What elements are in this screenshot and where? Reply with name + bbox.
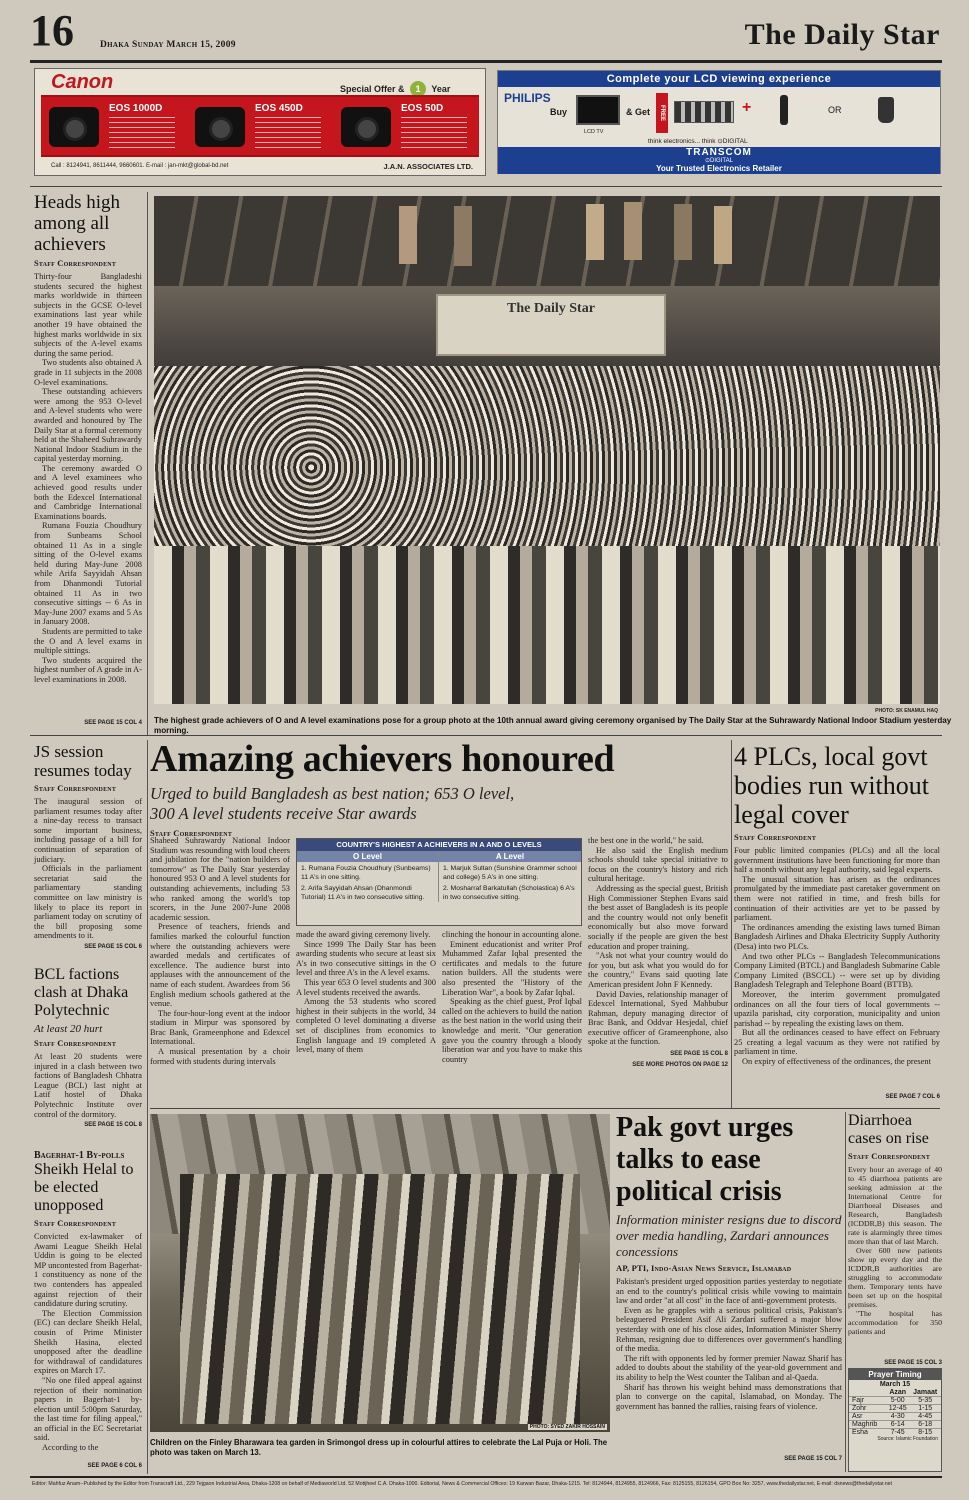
hanging-banner	[399, 206, 417, 264]
headline[interactable]: Sheikh Helal to be elected unopposed	[34, 1161, 134, 1214]
get-label: & Get	[626, 107, 651, 117]
philips-title: Complete your LCD viewing experience	[498, 71, 940, 87]
headline[interactable]: Pak govt urges talks to ease political crisis	[616, 1112, 794, 1207]
camera-strip	[41, 95, 479, 157]
kicker: Bagerhat-1 By-polls	[34, 1150, 125, 1161]
jamaat-time: 8-15	[918, 1429, 933, 1436]
prayer-name: Esha	[852, 1429, 868, 1436]
header-rule	[30, 60, 942, 63]
paragraph: But all the ordinances ceased to have effect on February 25 creating a legal vacuum as they were not ratified by parliament in time.	[734, 1028, 940, 1057]
transcom-tagline: Your Trusted Electronics Retailer	[656, 164, 782, 173]
camera-specs	[401, 117, 467, 149]
jump-link[interactable]: SEE PAGE 7 COL 6	[885, 1094, 940, 1100]
paragraph: Two students also obtained A grade in 11 subjects in the 2008 O-level examinations.	[34, 358, 142, 387]
jump-link[interactable]: SEE PAGE 15 COL 7	[784, 1456, 842, 1462]
deck: Information minister resigns due to discord over media handling, Zardari announces concessions	[616, 1212, 842, 1259]
table-row	[849, 1413, 941, 1421]
prayer-timing-box	[848, 1368, 942, 1472]
paragraph: Shaheed Suhrawardy National Indoor Stadium was resounding with loud cheers and jubilation for the "nation builders of tomorrow" as The Daily Star yesterday honoured 953 O and A level students for outstanding achievements, including 53 who ranked among the world's top scorers, in the June 2007-June 2008 academic session.	[150, 836, 290, 922]
story-body	[34, 1052, 142, 1119]
column-header: Azan	[889, 1389, 907, 1396]
paragraph: David Davies, relationship manager of Edexcel International, Syed Mahbubur Rahman, deputy managing director of Brac Bank, and Oddvar Hesjedal, chief executive officer of Grameenphone, also spoke at the function.	[588, 989, 728, 1047]
main-photo[interactable]	[154, 196, 940, 714]
paragraph: Among the 53 students who scored highest in their subjects in the world, 34 completed O level dominating a diverse set of disciplines from economics to English language and 19 completed A level, many of them	[296, 997, 436, 1055]
camera-icon	[195, 107, 245, 147]
a-level-column	[439, 851, 581, 902]
canon-ad[interactable]	[34, 68, 486, 176]
paragraph: At least 20 students were injured in a clash between two factions of Bangladesh Chhatra League (BCL) last night at Latif hostel of Dhaka Polytechnic Institute over control of the dormitory.	[34, 1052, 142, 1119]
paragraph: clinching the honour in accounting alone.	[442, 930, 582, 939]
hanging-banner	[714, 206, 732, 264]
column-header: Jamaat	[913, 1389, 938, 1396]
hanging-banner	[624, 202, 642, 260]
holi-photo[interactable]	[150, 1114, 610, 1432]
o-level-header: O Level	[297, 851, 438, 862]
hanging-banner	[454, 206, 472, 266]
table-row	[849, 1397, 941, 1405]
paragraph: According to the	[42, 1443, 99, 1453]
headline[interactable]: BCL factions clash at Dhaka Polytechnic	[34, 966, 129, 1019]
headline[interactable]: Amazing achievers honoured	[150, 738, 615, 780]
stage-banner-text: The Daily Star	[507, 301, 595, 316]
achievers-box	[296, 838, 582, 926]
prayer-source: Source: Islamic Foundation	[877, 1436, 938, 1442]
paragraph: A musical presentation by a choir formed with students during intervals	[150, 1047, 290, 1066]
paragraph: Four public limited companies (PLCs) and all the local government institutions have been functioning for more than half a month without any legal authority, said legal experts.	[734, 846, 940, 875]
paragraph: The Election Commission (EC) can declare Sheikh Helal, cousin of Prime Minister Sheikh Hasina, elected unopposed after the deadline for withdrawal of candidatures expires on March 17.	[34, 1308, 142, 1376]
story-body	[616, 1277, 842, 1411]
headline[interactable]: Heads high among all achievers	[34, 192, 121, 255]
warranty-badge: 1	[410, 81, 426, 97]
paragraph: Addressing as the special guest, British High Commissioner Stephen Evans said the best asset of Bangladesh is its people and the country would not only benefit economically but also move forward socially if the people are given the best education and proper training.	[588, 883, 728, 951]
story-pak-govt	[616, 1112, 842, 1464]
a-level-header: A Level	[439, 851, 581, 862]
paragraph: The inaugural session of parliament resumes today after a nine-day recess to transact some important business, including passage of a bill for continuation of separation of judiciary.	[34, 797, 142, 864]
canon-logo: Canon	[51, 71, 114, 93]
jamaat-time: 6-18	[918, 1421, 933, 1428]
story-amazing-achievers	[150, 738, 728, 1106]
byline: Staff Correspondent	[34, 258, 117, 268]
headline[interactable]: JS session resumes today	[34, 742, 132, 780]
table-row	[849, 1421, 941, 1429]
byline: Staff Correspondent	[34, 1218, 117, 1228]
paragraph: "No one filed appeal against rejection of their nomination papers in Bagerhat-1 by-election until 5:00pm Saturday, the last time for filing appeal," an official in the EC Secretariat said.	[34, 1375, 142, 1443]
philips-ad[interactable]	[497, 70, 941, 174]
paragraph: The ordinances amending the existing laws turned Biman Bangladesh Airlines and Dhaka Electricity Supply Authority (Desa) into two PLCs.	[734, 922, 940, 951]
holi-caption: Children on the Finley Bharawara tea garden in Srimongol dress up in colourful attires to celebrate the Lal Puja or Holi. The photo was taken on March 13.	[150, 1438, 608, 1457]
byline: Staff Correspondent	[150, 828, 233, 838]
byline: Staff Correspondent	[34, 1038, 117, 1048]
paragraph: Eminent educationist and writer Prof Muhammed Zafar Iqbal presented the certificates and medals to the future nation builders. All the students were also presented the "History of the Liberation War", a book by Zafar Iqbal.	[442, 939, 582, 997]
tv-icon	[576, 95, 620, 125]
prayer-name: Fajr	[852, 1397, 865, 1404]
jamaat-time: 4-45	[918, 1413, 933, 1420]
philips-tagline: think electronics... think ⊙DIGITAL	[648, 138, 748, 145]
home-theatre-icon	[674, 101, 734, 123]
transcom-digital: ⊙DIGITAL	[705, 158, 733, 164]
story-heads-high	[34, 192, 142, 734]
azan-time: 12-45	[888, 1405, 907, 1412]
hanging-banner	[674, 204, 692, 260]
headline[interactable]: Diarrhoea cases on rise	[848, 1112, 929, 1147]
juicer-icon	[878, 97, 894, 123]
paragraph: Even as he grapples with a serious political crisis, Pakistan's beleaguered President Asif Ali Zardari suffered a major blow yesterday with one of his close aides, Information Minister Sherry Rehman, resigning due to differences over government's handling of the media.	[616, 1305, 842, 1354]
jamaat-time: 1-15	[918, 1405, 933, 1412]
ad-rule	[30, 186, 942, 187]
story-body	[734, 846, 940, 1067]
paragraph: Two students acquired the highest number of A grade in A-level examinations in 2008.	[34, 655, 142, 684]
hanging-banner	[586, 204, 604, 260]
paragraph: Pakistan's president urged opposition parties yesterday to negotiate an end to the country's political crisis while vowing to maintain law and order "at all cost" in the face of anti-government protests.	[616, 1277, 842, 1306]
story-sheikh-helal	[34, 1150, 142, 1470]
paragraph: The four-hour-long event at the indoor stadium in Mirpur was sponsored by Brac Bank, Grameenphone and Edexcel International.	[150, 1008, 290, 1047]
box-title: COUNTRY'S HIGHEST A ACHIEVERS IN A AND O LEVELS	[297, 839, 581, 851]
story-plcs	[734, 742, 940, 1108]
table-header-row	[849, 1389, 941, 1397]
paragraph: And two other PLCs -- Bangladesh Telecommunications Company Limited (BTCL) and Bangladesh Submarine Cable Company Limited (BSCCL) -- were set up by dividing Bangladesh Telegraph and Telephone Board (BTTB).	[734, 951, 940, 990]
story-diarrhoea	[848, 1112, 942, 1364]
story-bcl	[34, 966, 142, 1146]
byline: Staff Correspondent	[34, 783, 117, 793]
o-level-item: 1. Rumana Fouzia Choudhury (Sunbeams) 11 A's in one sitting.	[301, 865, 431, 881]
paragraph: made the award giving ceremony lively.	[296, 930, 431, 939]
paragraph: Moreover, the interim government promulgated ordinances on all the four tiers of local governments -- upazila parishad, city corporation, municipality and union parishad -- by repealing the existing laws on them.	[734, 989, 940, 1028]
buy-label: Buy	[550, 107, 568, 117]
a-level-item: 1. Marjuk Sultan (Sunshine Grammer school and college) 5 A's in one sitting.	[443, 865, 577, 881]
paragraph: the best one in the world," he said.	[588, 836, 704, 845]
paragraph: These outstanding achievers were among the 953 O-level and A-level students who were awarded and honoured by The Daily Star at a formal ceremony held at the Shaheed Suhrawardy National Indoor Stadium in the capital yesterday morning.	[34, 387, 142, 464]
paragraph: Presence of teachers, friends and families marked the colourful function where the outstanding achievers were awarded medals and certificates of excellence. The audience burst into applauses with the announcement of the name of each student. Awardees from 56 English medium schools gathered at the venue.	[150, 922, 290, 1009]
camera-specs	[109, 117, 175, 149]
more-photos-link[interactable]: SEE MORE PHOTOS ON PAGE 12	[632, 1061, 728, 1068]
stadium-roof	[154, 196, 940, 286]
jump-link[interactable]: SEE PAGE 6 COL 6	[87, 1463, 142, 1469]
jump-link[interactable]: SEE PAGE 15 COL 3	[884, 1360, 942, 1366]
camera-panel[interactable]	[191, 101, 331, 155]
deck: Urged to build Bangladesh as best nation; 653 O level, 300 A level students receive Star awards	[150, 784, 515, 823]
free-badge: FREE	[656, 93, 668, 133]
story-body	[34, 797, 142, 941]
main-photo-caption: The highest grade achievers of O and A level examinations pose for a group photo at the 10th annual award giving ceremony organised by The Daily Star at the Suhrawardy National Indoor Stadium yesterday morning.	[154, 716, 952, 735]
o-level-column	[297, 851, 439, 902]
paragraph: This year 653 O level students and 300 A level students received the awards.	[296, 977, 436, 997]
jump-link[interactable]: SEE PAGE 15 COL 4	[84, 720, 142, 726]
dancers	[180, 1174, 580, 1424]
paragraph: Speaking as the chief guest, Prof Iqbal called on the achievers to build the nation as the best nation in the world using their knowledge and merit. "Our generation gave you the country through a bloody liberation war and you have to make this country	[442, 997, 582, 1064]
camera-model: EOS 1000D	[109, 103, 163, 114]
paragraph: Since 1999 The Daily Star has been awarding students who secure at least six A's in two consecutive sittings in the O level and three A's in the A level exams.	[296, 939, 436, 978]
column-rule	[147, 192, 148, 736]
camera-icon	[49, 107, 99, 147]
footer-rule	[30, 1476, 942, 1478]
paragraph: Rumana Fouzia Choudhury from Sunbeams School obtained 11 As in a single sitting of the O-level exams held during May-June 2008 while Arifa Sayyidah Ahsan from Dhanmondi Tutorial obtained 11 As in two consecutive sittings -- 6 As in May-June 2007 exams and 5 As in January 2008.	[34, 521, 142, 627]
transcom-logo: TRANSCOM	[686, 147, 752, 158]
prayer-name: Asr	[852, 1413, 863, 1420]
front-row	[154, 546, 940, 704]
paragraph: Over 600 new patients show up every day and the ICDDR,B authorities are struggling to accommodate them. Temporary tents have been set up on the hospital premises.	[848, 1246, 942, 1309]
jump-link[interactable]: SEE PAGE 15 COL 8	[670, 1051, 728, 1058]
paragraph: The rift with opponents led by former premier Nawaz Sharif has added to doubts about the stability of the year-old government and its ability to help the West counter the Taliban and al-Qaeda.	[616, 1353, 842, 1382]
or-label: OR	[828, 105, 842, 115]
headline[interactable]: 4 PLCs, local govt bodies run without legal cover	[734, 742, 929, 829]
column-2	[296, 930, 436, 1055]
story-body	[34, 1232, 142, 1453]
transcom-bar	[498, 147, 940, 174]
byline: Staff Correspondent	[734, 832, 817, 842]
azan-time: 6-14	[890, 1421, 905, 1428]
paragraph: On expiry of effectiveness of the ordinances, the present	[742, 1057, 931, 1067]
camera-icon	[341, 107, 391, 147]
paragraph: "Ask not what your country would do for you, but ask what you would do for the country," Evans said quoting late American president John F Kennedy.	[588, 951, 728, 989]
canon-dealer: J.A.N. ASSOCIATES LTD.	[383, 162, 473, 171]
table-row	[849, 1405, 941, 1413]
paragraph: The unusual situation has arisen as the ordinances promulgated by the immediate past caretaker government on them were not ratified in time, and fresh bills for continuation of their activities are yet to be passed by parliament.	[734, 874, 940, 923]
prayer-name: Maghrib	[852, 1421, 878, 1428]
azan-time: 4-30	[890, 1413, 905, 1420]
philips-logo: PHILIPS	[504, 91, 551, 105]
a-level-item: 2. Mosharraf Barkatullah (Scholastica) 6 A's in two consecutive sitting.	[443, 885, 575, 901]
photo-credit: PHOTO: SK ENAMUL HAQ	[875, 708, 938, 714]
stage-backdrop	[436, 294, 666, 356]
shaver-icon	[780, 95, 788, 125]
paragraph: Every hour an average of 40 to 45 diarrhoea patients are seeking admission at the International Centre for Diarrhoeal Diseases and Research, Bangladesh (ICDDR,B) this season. The rate is alarmingly three times more than that of last March.	[848, 1165, 942, 1246]
imprint-line: Editor: Mahfuz Anam--Published by the Editor from Transcraft Ltd., 229 Tejgaon Industrial Area, Dhaka-1208 on behalf of Mediaworld Ltd. 52 Motijheel C.A. Dhaka-1000. Editorial, News & Commercial Offices: 19 Karwan Bazar, Dhaka-1215. Tel: 8124944, 8124955, 8124966, Fax: 8125155, 8126154, GPO Box No: 3257, www.thedailystar.net, E-mail: dsnews@thedailystar.net	[32, 1481, 892, 1487]
story-body	[34, 272, 142, 685]
warranty-text: Year	[431, 84, 451, 94]
prayer-date: March 15	[879, 1381, 911, 1388]
camera-panel[interactable]	[45, 101, 185, 155]
plus-sign: +	[742, 99, 752, 116]
story-body	[848, 1165, 942, 1336]
canon-contact: Call : 8124941, 8611444, 9660601. E-mail : jan-mkt@global-bd.net	[51, 163, 229, 169]
byline: AP, PTI, Indo-Asian News Service, Islamabad	[616, 1263, 792, 1273]
paragraph: The ceremony awarded O and A level examinees who achieved good results under both the Edexcel International and Cambridge International Examinations boards.	[34, 463, 142, 521]
camera-model: EOS 50D	[401, 103, 444, 114]
prayer-title: Prayer Timing	[849, 1369, 941, 1380]
tv-label: LCD TV	[584, 129, 604, 135]
deck: At least 20 hurt	[34, 1023, 103, 1035]
camera-panel[interactable]	[337, 101, 477, 155]
table-row	[849, 1429, 941, 1437]
paragraph: He also said the English medium schools should take special initiative to focus on the country's history and rich cultural heritage.	[588, 845, 728, 884]
paragraph: "The hospital has accommodation for 350 patients and	[848, 1309, 942, 1336]
paragraph: Sharif has thrown his weight behind mass demonstrations that plan to converge on the capital, Islamabad, on Monday. The government has banned the rallies, raising fears of violence.	[616, 1382, 842, 1411]
paragraph: Thirty-four Bangladeshi students secured the highest marks worldwide in thirteen subjects in the GCSE O-level examinations last year while another 19 have obtained the highest marks worldwide in six subjects of the A-level exams during the same period.	[34, 272, 142, 358]
camera-specs	[255, 117, 321, 149]
page-header	[30, 8, 942, 66]
camera-model: EOS 450D	[255, 103, 303, 114]
page-number: 16	[30, 6, 74, 55]
column-rule	[147, 740, 148, 1474]
azan-time: 7-45	[890, 1429, 905, 1436]
azan-time: 5-00	[890, 1397, 905, 1404]
dateline: Dhaka Sunday March 15, 2009	[100, 40, 236, 50]
prayer-table	[849, 1389, 941, 1436]
column-1	[150, 836, 290, 1066]
column-rule	[731, 740, 732, 1108]
paragraph: Convicted ex-lawmaker of Awami League Sheikh Helal Uddin is going to be elected MP uncontested from Bagerhat-1 constituency as none of the two contenders has appealed against rejection of their candidature during scrutiny.	[34, 1232, 142, 1309]
jump-link[interactable]: SEE PAGE 15 COL 6	[84, 943, 142, 950]
photo-credit: PHOTO: SYED ZAKIR HOSSAIN	[529, 1424, 605, 1430]
byline: Staff Correspondent	[848, 1151, 931, 1161]
section-rule	[30, 735, 942, 736]
prayer-name: Zohr	[852, 1405, 867, 1412]
paragraph: Officials in the parliament secretariat said the parliamentary standing committee on law ministry is likely to place its report in parliament today on scrutiny of the bill proposing some amendments to it.	[34, 864, 142, 941]
column-4	[588, 836, 728, 1070]
jump-link[interactable]: SEE PAGE 15 COL 8	[84, 1122, 142, 1129]
column-rule	[845, 1112, 846, 1472]
story-js-session	[34, 742, 142, 962]
o-level-item: 2. Arifa Sayyidah Ahsan (Dhanmondi Tutorial) 11 A's in two consecutive sitting.	[301, 885, 425, 901]
paragraph: Students are permitted to take the O and A level exams in multiple sittings.	[34, 626, 143, 656]
masthead[interactable]: The Daily Star	[744, 18, 940, 51]
offer-text: Special Offer &	[340, 84, 405, 94]
jamaat-time: 5-35	[918, 1397, 933, 1404]
column-3	[442, 930, 582, 1064]
section-rule	[150, 1108, 940, 1109]
